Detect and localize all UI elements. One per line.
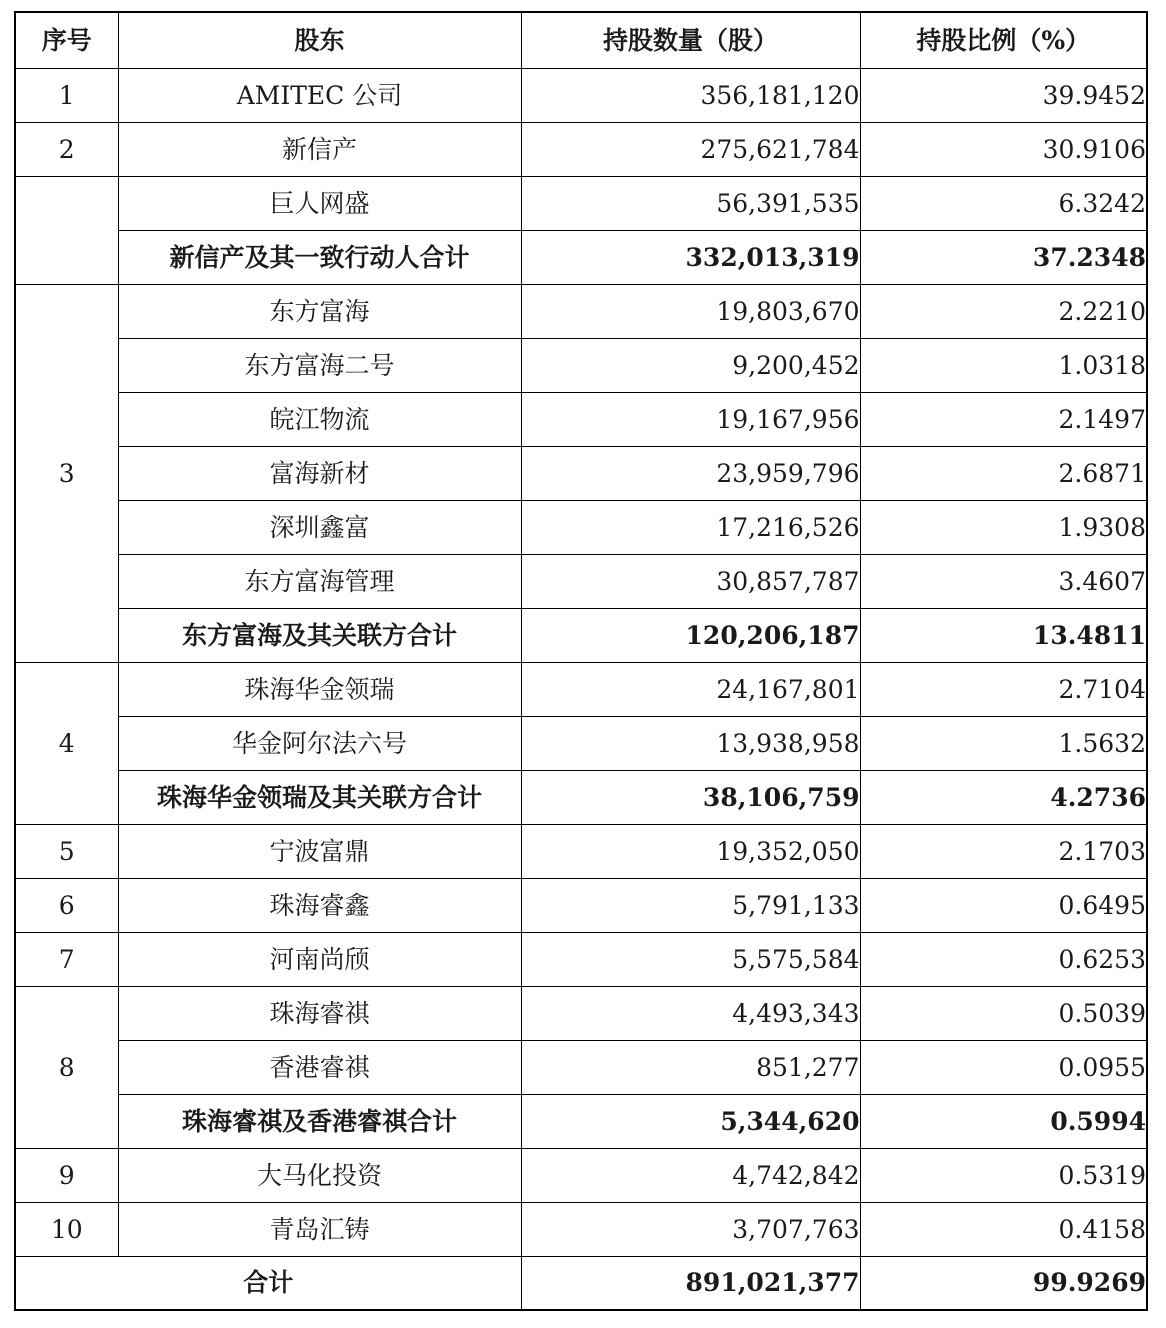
subtotal-shares: 120,206,187 bbox=[521, 608, 860, 662]
table-row bbox=[15, 878, 1147, 932]
header-shares: 持股数量（股） bbox=[521, 12, 860, 68]
share-count: 19,352,050 bbox=[521, 824, 860, 878]
share-count: 4,493,343 bbox=[521, 986, 860, 1040]
shareholder-table bbox=[14, 11, 1148, 1311]
subtotal-shares: 5,344,620 bbox=[521, 1094, 860, 1148]
holder-name: 珠海睿鑫 bbox=[118, 878, 521, 932]
share-ratio: 2.7104 bbox=[860, 662, 1147, 716]
row-no: 7 bbox=[15, 932, 118, 986]
share-ratio: 2.1703 bbox=[860, 824, 1147, 878]
subtotal-shares: 38,106,759 bbox=[521, 770, 860, 824]
share-count: 5,575,584 bbox=[521, 932, 860, 986]
holder-name: 深圳鑫富 bbox=[118, 500, 521, 554]
subtotal-ratio: 0.5994 bbox=[860, 1094, 1147, 1148]
holder-name: 东方富海管理 bbox=[118, 554, 521, 608]
table-row bbox=[15, 824, 1147, 878]
share-count: 3,707,763 bbox=[521, 1202, 860, 1256]
subtotal-label: 新信产及其一致行动人合计 bbox=[118, 230, 521, 284]
subtotal-label: 东方富海及其关联方合计 bbox=[118, 608, 521, 662]
holder-name: 东方富海二号 bbox=[118, 338, 521, 392]
row-no-empty bbox=[15, 176, 118, 284]
holder-name: 青岛汇铸 bbox=[118, 1202, 521, 1256]
share-count: 275,621,784 bbox=[521, 122, 860, 176]
share-ratio: 1.9308 bbox=[860, 500, 1147, 554]
total-row bbox=[15, 1256, 1147, 1310]
share-count: 19,167,956 bbox=[521, 392, 860, 446]
holder-name: 珠海睿祺 bbox=[118, 986, 521, 1040]
share-ratio: 1.5632 bbox=[860, 716, 1147, 770]
share-ratio: 6.3242 bbox=[860, 176, 1147, 230]
subtotal-label: 珠海睿祺及香港睿祺合计 bbox=[118, 1094, 521, 1148]
header-holder: 股东 bbox=[118, 12, 521, 68]
share-ratio: 2.1497 bbox=[860, 392, 1147, 446]
total-label: 合计 bbox=[15, 1256, 521, 1310]
share-count: 851,277 bbox=[521, 1040, 860, 1094]
holder-name: 富海新材 bbox=[118, 446, 521, 500]
share-count: 24,167,801 bbox=[521, 662, 860, 716]
subtotal-ratio: 4.2736 bbox=[860, 770, 1147, 824]
table-row bbox=[15, 68, 1147, 122]
table-row bbox=[15, 662, 1147, 716]
subtotal-row bbox=[15, 1094, 1147, 1148]
table-row bbox=[15, 554, 1147, 608]
row-no: 1 bbox=[15, 68, 118, 122]
share-count: 23,959,796 bbox=[521, 446, 860, 500]
table-row bbox=[15, 500, 1147, 554]
share-ratio: 0.4158 bbox=[860, 1202, 1147, 1256]
share-count: 13,938,958 bbox=[521, 716, 860, 770]
share-ratio: 0.0955 bbox=[860, 1040, 1147, 1094]
subtotal-row bbox=[15, 608, 1147, 662]
share-ratio: 0.6495 bbox=[860, 878, 1147, 932]
row-no: 9 bbox=[15, 1148, 118, 1202]
share-count: 5,791,133 bbox=[521, 878, 860, 932]
subtotal-ratio: 37.2348 bbox=[860, 230, 1147, 284]
row-no: 4 bbox=[15, 662, 118, 824]
header-no: 序号 bbox=[15, 12, 118, 68]
table-row bbox=[15, 338, 1147, 392]
share-ratio: 2.6871 bbox=[860, 446, 1147, 500]
table-row bbox=[15, 716, 1147, 770]
holder-name: 大马化投资 bbox=[118, 1148, 521, 1202]
table-row bbox=[15, 446, 1147, 500]
holder-name: 皖江物流 bbox=[118, 392, 521, 446]
holder-name: 巨人网盛 bbox=[118, 176, 521, 230]
holder-name: 香港睿祺 bbox=[118, 1040, 521, 1094]
row-no: 10 bbox=[15, 1202, 118, 1256]
share-ratio: 0.5319 bbox=[860, 1148, 1147, 1202]
subtotal-shares: 332,013,319 bbox=[521, 230, 860, 284]
table-row bbox=[15, 1040, 1147, 1094]
share-ratio: 3.4607 bbox=[860, 554, 1147, 608]
share-count: 19,803,670 bbox=[521, 284, 860, 338]
subtotal-label: 珠海华金领瑞及其关联方合计 bbox=[118, 770, 521, 824]
holder-name: 华金阿尔法六号 bbox=[118, 716, 521, 770]
share-ratio: 0.5039 bbox=[860, 986, 1147, 1040]
row-no: 2 bbox=[15, 122, 118, 176]
share-count: 9,200,452 bbox=[521, 338, 860, 392]
subtotal-ratio: 13.4811 bbox=[860, 608, 1147, 662]
table-row bbox=[15, 932, 1147, 986]
row-no: 6 bbox=[15, 878, 118, 932]
share-ratio: 1.0318 bbox=[860, 338, 1147, 392]
share-ratio: 39.9452 bbox=[860, 68, 1147, 122]
row-no: 5 bbox=[15, 824, 118, 878]
share-count: 56,391,535 bbox=[521, 176, 860, 230]
table-row bbox=[15, 284, 1147, 338]
holder-name: 宁波富鼎 bbox=[118, 824, 521, 878]
total-shares: 891,021,377 bbox=[521, 1256, 860, 1310]
row-no: 8 bbox=[15, 986, 118, 1148]
table-row bbox=[15, 1202, 1147, 1256]
table-row bbox=[15, 392, 1147, 446]
share-ratio: 0.6253 bbox=[860, 932, 1147, 986]
table-row bbox=[15, 176, 1147, 230]
share-count: 4,742,842 bbox=[521, 1148, 860, 1202]
holder-name: 东方富海 bbox=[118, 284, 521, 338]
header-row bbox=[15, 12, 1147, 68]
share-count: 356,181,120 bbox=[521, 68, 860, 122]
holder-name: 珠海华金领瑞 bbox=[118, 662, 521, 716]
table-row bbox=[15, 122, 1147, 176]
share-count: 30,857,787 bbox=[521, 554, 860, 608]
header-ratio: 持股比例（%） bbox=[860, 12, 1147, 68]
subtotal-row bbox=[15, 770, 1147, 824]
subtotal-row bbox=[15, 230, 1147, 284]
table-row bbox=[15, 986, 1147, 1040]
table-row bbox=[15, 1148, 1147, 1202]
row-no: 3 bbox=[15, 284, 118, 662]
share-ratio: 2.2210 bbox=[860, 284, 1147, 338]
total-ratio: 99.9269 bbox=[860, 1256, 1147, 1310]
holder-name: AMITEC 公司 bbox=[118, 68, 521, 122]
share-ratio: 30.9106 bbox=[860, 122, 1147, 176]
holder-name: 新信产 bbox=[118, 122, 521, 176]
holder-name: 河南尚颀 bbox=[118, 932, 521, 986]
share-count: 17,216,526 bbox=[521, 500, 860, 554]
